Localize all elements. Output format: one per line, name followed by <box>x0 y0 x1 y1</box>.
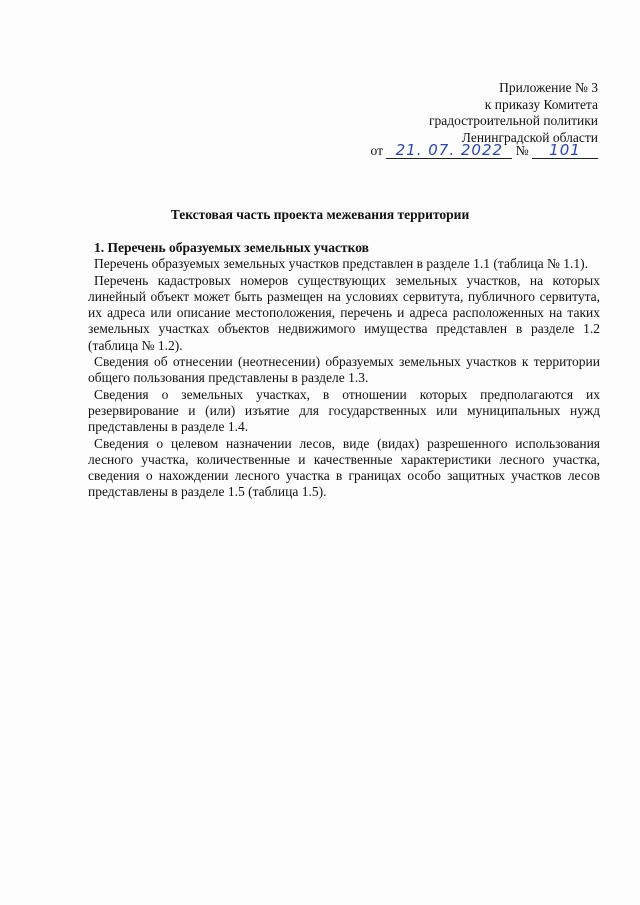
appendix-line-committee: градостроительной политики <box>428 113 598 128</box>
paragraph-3: Сведения об отнесении (неотнесении) образуемых земельных участков к территории общего пользования представлены в разделе 1.3. <box>88 354 600 386</box>
paragraph-1: Перечень образуемых земельных участков представлен в разделе 1.1 (таблица № 1.1). <box>94 256 589 272</box>
appendix-block <box>429 80 598 146</box>
paragraph-5: Сведения о целевом назначении лесов, виде (видах) разрешенного использования лесного участка, количественные и качественные характеристики лесного участка, сведения о нахождении лесного участка в границах особо защитных участков лесов представлены в разделе 1.5 (таблица 1.5). <box>88 435 600 500</box>
order-from-label: от <box>370 143 383 158</box>
appendix-line-region: Ленинградской области <box>461 129 598 145</box>
section-heading: 1. Перечень образуемых земельных участков <box>94 240 369 255</box>
section-1 <box>88 240 600 501</box>
appendix-line-title: Приложение № 3 <box>499 80 598 95</box>
order-number-label: № <box>515 143 529 158</box>
order-date-handwritten: 21. 07. 2022 <box>386 142 512 159</box>
appendix-line-order: к приказу Комитета <box>484 96 598 112</box>
document-title: Текстовая часть проекта межевания территории <box>170 207 470 222</box>
paragraph-2: Перечень кадастровых номеров существующих земельных участков, на которых линейный объект может быть размещен на условиях сервитута, публичного сервитута, их адреса или описание местоположения, перечень и адреса расположенных на таких земельных участках объектов недвижимого имущества представлен в разделе 1.2 (таблица № 1.2). <box>88 272 600 353</box>
paragraph-4: Сведения о земельных участках, в отношении которых предполагаются их резервирование и (или) изъятие для государственных или муниципальных нужд представлены в разделе 1.4. <box>88 386 600 435</box>
order-number-handwritten: 101 <box>532 142 598 159</box>
order-date-line <box>371 142 599 160</box>
